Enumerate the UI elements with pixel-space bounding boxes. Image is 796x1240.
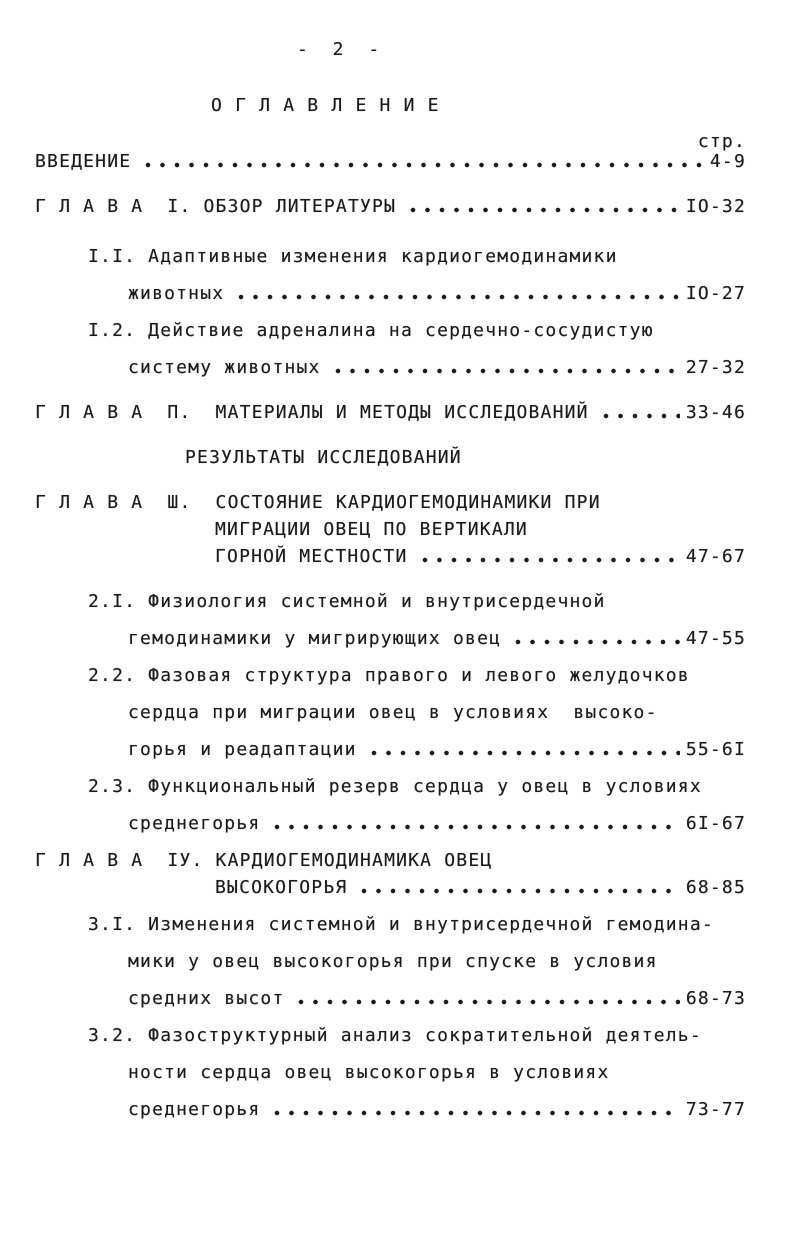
toc-row xyxy=(35,403,746,423)
dot-leader xyxy=(408,200,680,215)
toc-entry-text: I.I. Адаптивные изменения кардиогемодинамики xyxy=(88,246,618,267)
toc-entry-text: I.2. Действие адреналина на сердечно-сосудистую xyxy=(88,320,654,341)
dot-leader xyxy=(369,743,680,758)
toc-row xyxy=(88,592,746,612)
toc-row xyxy=(35,197,746,217)
page-range: 6I-67 xyxy=(685,813,746,834)
dot-leader xyxy=(272,1103,679,1118)
toc-entry-text: Г Л А В А П. МАТЕРИАЛЫ И МЕТОДЫ ИССЛЕДОВАНИЙ xyxy=(35,402,589,423)
toc-list xyxy=(35,152,746,1120)
dot-leader xyxy=(272,817,679,832)
toc-entry-text: 2.3. Функциональный резерв сердца у овец в условиях xyxy=(88,776,702,797)
toc-entry-text: 2.2. Фазовая структура правого и левого желудочков xyxy=(88,665,690,686)
toc-entry-text: РЕЗУЛЬТАТЫ ИССЛЕДОВАНИЙ xyxy=(185,447,462,468)
toc-row xyxy=(128,740,746,760)
toc-entry-text: сердца при миграции овец в условиях высоко- xyxy=(128,702,658,723)
toc-row xyxy=(88,777,746,797)
toc-row xyxy=(88,321,746,341)
toc-entry-text: 2.I. Физиология системной и внутрисердечной xyxy=(88,591,606,612)
toc-row xyxy=(215,547,746,567)
page-range: 33-46 xyxy=(685,402,746,423)
page-range: IO-27 xyxy=(685,283,746,304)
toc-row xyxy=(128,284,746,304)
toc-entry-text: среднегорья xyxy=(128,813,261,834)
toc-entry-text: ГОРНОЙ МЕСТНОСТИ xyxy=(215,546,408,567)
toc-row xyxy=(35,851,746,871)
dot-leader xyxy=(513,632,680,647)
toc-row xyxy=(128,1100,746,1120)
toc-entry-text: горья и реадаптации xyxy=(128,739,357,760)
toc-row xyxy=(128,952,746,972)
toc-row xyxy=(35,152,746,172)
toc-entry-text: МИГРАЦИИ ОВЕЦ ПО ВЕРТИКАЛИ xyxy=(215,519,528,540)
toc-row xyxy=(88,247,746,267)
toc-row xyxy=(88,666,746,686)
page-title: О Г Л А В Л Е Н И Е xyxy=(211,95,440,116)
toc-entry-text: систему животных xyxy=(128,357,321,378)
dot-leader xyxy=(296,992,679,1007)
toc-row xyxy=(215,520,746,540)
page-range: 47-67 xyxy=(685,546,746,567)
toc-row xyxy=(35,493,746,513)
toc-row xyxy=(128,1063,746,1083)
toc-entry-text: ВЫСОКОГОРЬЯ xyxy=(215,877,348,898)
page-range: 68-73 xyxy=(685,988,746,1009)
page-range: 27-32 xyxy=(685,357,746,378)
toc-entry-text: ности сердца овец высокогорья в условиях xyxy=(128,1062,610,1083)
toc-row xyxy=(128,703,746,723)
toc-entry-text: гемодинамики у мигрирующих овец xyxy=(128,628,502,649)
page-range: 4-9 xyxy=(709,151,746,172)
dot-leader xyxy=(601,406,680,421)
dot-leader xyxy=(236,287,680,302)
toc-entry-text: средних высот xyxy=(128,988,285,1009)
toc-entry-text: 3.2. Фазоструктурный анализ сократительной деятель- xyxy=(88,1025,702,1046)
toc-row xyxy=(215,878,746,898)
page-range: 68-85 xyxy=(685,877,746,898)
page-number: - 2 - xyxy=(297,39,387,60)
page-content xyxy=(0,40,796,1120)
toc-row xyxy=(185,448,746,468)
toc-row xyxy=(128,629,746,649)
dot-leader xyxy=(359,881,679,896)
toc-entry-text: мики у овец высокогорья при спуске в условия xyxy=(128,951,658,972)
page-range: 55-6I xyxy=(685,739,746,760)
page-range: IO-32 xyxy=(685,196,746,217)
toc-row xyxy=(128,989,746,1009)
column-header-pages: стр. xyxy=(697,131,746,152)
dot-leader xyxy=(420,550,680,565)
toc-row xyxy=(128,358,746,378)
toc-entry-text: Г Л А В А IУ. КАРДИОГЕМОДИНАМИКА ОВЕЦ xyxy=(35,850,493,871)
toc-entry-text: среднегорья xyxy=(128,1099,261,1120)
dot-leader xyxy=(333,361,680,376)
toc-row xyxy=(88,915,746,935)
toc-row xyxy=(128,814,746,834)
toc-row xyxy=(88,1026,746,1046)
dot-leader xyxy=(143,155,704,170)
toc-entry-text: животных xyxy=(128,283,225,304)
page-range: 73-77 xyxy=(685,1099,746,1120)
page-range: 47-55 xyxy=(685,628,746,649)
toc-entry-text: Г Л А В А I. ОБЗОР ЛИТЕРАТУРЫ xyxy=(35,196,397,217)
toc-entry-text: ВВЕДЕНИЕ xyxy=(35,151,132,172)
toc-entry-text: 3.I. Изменения системной и внутрисердечной гемодина- xyxy=(88,914,714,935)
toc-entry-text: Г Л А В А Ш. СОСТОЯНИЕ КАРДИОГЕМОДИНАМИКИ ПРИ xyxy=(35,492,601,513)
